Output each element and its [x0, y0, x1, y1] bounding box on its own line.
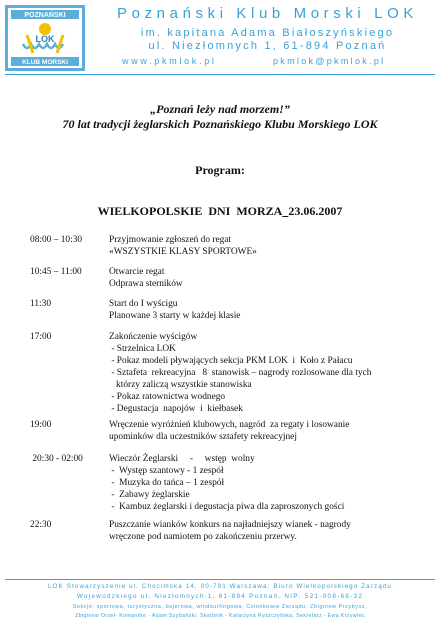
schedule-line: - Kambuz żeglarski i degustacja piwa dla zaproszonych gości [109, 502, 345, 512]
schedule-line: Otwarcie regat [109, 267, 165, 277]
club-address: ul. Niezłomnych 1, 61-894 Poznań [148, 40, 387, 52]
program-heading: Program: [195, 163, 245, 177]
schedule-line: Przyjmowanie zgłoszeń do regat [109, 235, 232, 245]
header-divider [5, 74, 435, 75]
schedule-line: Puszczanie wianków konkurs na najładniejszy wianek - nagrody [109, 520, 351, 530]
schedule-line: - Degustacja napojów i kiełbasek [109, 404, 243, 414]
footer-divider [5, 579, 435, 580]
schedule-description [109, 419, 429, 443]
schedule-line: - Zabawy żeglarskie [109, 490, 190, 500]
schedule-line: - Pokaz ratownictwa wodnego [109, 392, 226, 402]
schedule-line: wręczone pod namiotem po zakończeniu przerwy. [109, 532, 297, 542]
club-logo [5, 5, 85, 71]
schedule-time: 19:00 [30, 420, 52, 430]
logo-mid-text: LOK [35, 34, 55, 44]
schedule-line: - Sztafeta rekreacyjna 8 stanowisk – nagrody rozlosowane dla tych [109, 368, 372, 378]
motto-line-1: „Poznań leży nad morzem!” [150, 102, 290, 116]
schedule-line: «WSZYSTKIE KLASY SPORTOWE» [109, 247, 257, 257]
footer-line-4: Zbigniew Orzeł- Komandor - Adam Szybański, Skarbnik - Katarzyna Ryszczyńska, Sekretarz - Ewa Krzywiec [75, 613, 365, 619]
schedule-description [109, 234, 429, 258]
website-link[interactable]: www.pkmlok.pl [122, 56, 217, 66]
schedule-time: 20:30 - 02:00 [30, 454, 83, 464]
schedule-description [109, 266, 429, 290]
logo-top-text: POZNAŃSKI [24, 12, 66, 19]
event-heading [0, 204, 440, 219]
club-name: Poznański Klub Morski LOK [117, 5, 418, 22]
footer-line-3: Sekcje: sportowa, turystyczna, bojerowa, windsurfingowa; Członkowie Zarządu: Zbigniew Przybysz, [72, 604, 368, 610]
motto-line-2: 70 lat tradycji żeglarskich Poznańskiego Klubu Morskiego LOK [62, 117, 378, 131]
schedule-line: Planowane 3 starty w każdej klasie [109, 311, 241, 321]
schedule-line: Start do I wyścigu [109, 299, 178, 309]
schedule-description [109, 453, 429, 513]
schedule-time: 17:00 [30, 332, 52, 342]
schedule-line: upominków dla uczestników sztafety rekreacyjnej [109, 432, 297, 442]
event-name: WIELKOPOLSKIE DNI MORZA [97, 204, 283, 218]
footer-line-2: Wojewódzkiego ul. Niezłomnych 1, 61-894 Poznań, NIP: 521-008-68-32 [76, 593, 364, 600]
schedule-line: którzy zaliczą wszystkie stanowiska [109, 380, 252, 390]
schedule-time: 08:00 – 10:30 [30, 235, 83, 245]
schedule-line: - Występ szantowy - 1 zespół [109, 466, 224, 476]
footer-line-1: LOK Stowarzyszenie ul. Chocimska 14, 00-791 Warszawa; Biuro Wielkopolskiego Zarządu [47, 583, 393, 590]
schedule-time: 22:30 [30, 520, 52, 530]
schedule-line: Wieczór Żeglarski - wstęp wolny [109, 454, 255, 464]
schedule-line: - Strzelnica LOK [109, 344, 176, 354]
schedule-line: Zakończenie wyścigów [109, 332, 198, 342]
schedule-description [109, 331, 429, 415]
schedule-line: Wręczenie wyróżnień klubowych, nagród za regaty i losowanie [109, 420, 350, 430]
schedule-line: Odprawa sterników [109, 279, 183, 289]
schedule-time: 10:45 – 11:00 [30, 267, 82, 277]
schedule-line: - Muzyka do tańca – 1 zespół [109, 478, 225, 488]
schedule-line: - Pokaz modeli pływających sekcja PKM LOK i Koło z Pałacu [109, 356, 353, 366]
event-date: 23.06.2007 [288, 204, 343, 218]
schedule-time: 11:30 [30, 299, 52, 309]
email-link[interactable]: pkmlok@pkmlok.pl [273, 56, 386, 66]
club-patron: im. kapitana Adama Białoszyńskiego [140, 27, 395, 39]
schedule-description [109, 519, 429, 543]
schedule-description [109, 298, 429, 322]
logo-bottom-text: KLUB MORSKI [22, 59, 68, 66]
